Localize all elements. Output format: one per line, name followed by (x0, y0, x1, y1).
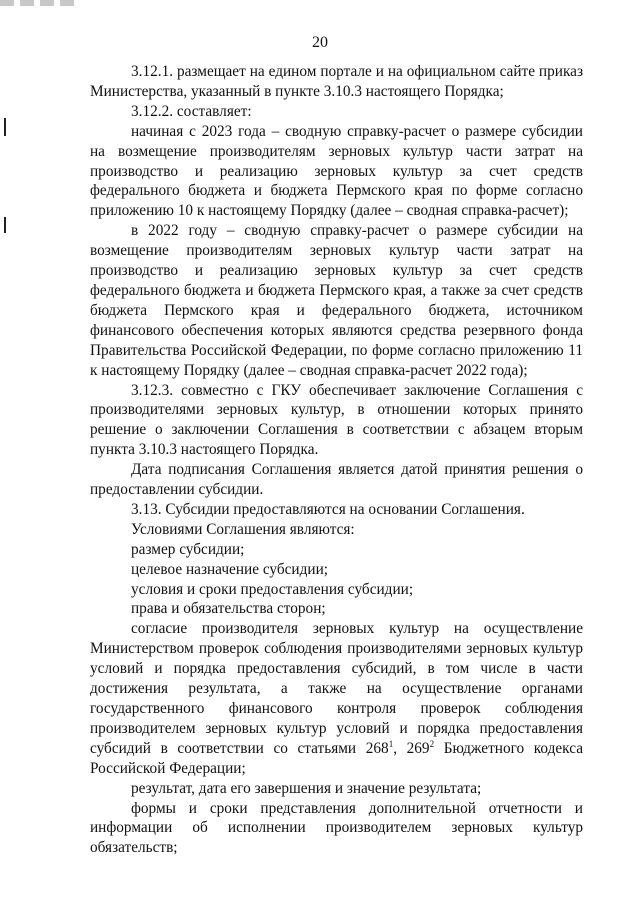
paragraph-conditions-heading: Условиями Соглашения являются: (131, 520, 355, 538)
paragraph-signing-date: Дата подписания Соглашения является датой принятия решения о предоставлении субсидии. (90, 461, 583, 499)
condition-terms: условия и сроки предоставления субсидии; (131, 580, 414, 598)
page-number: 20 (312, 34, 328, 51)
binding-mark (4, 118, 6, 136)
condition-control-consent (90, 619, 583, 778)
document-body (90, 62, 583, 858)
scan-artifact (0, 0, 80, 6)
condition-rights-obligations: права и обязательства сторон; (131, 600, 326, 618)
paragraph-summary-2023: начиная с 2023 года – сводную справку-расчет о размере субсидии на возмещение производителям зерновых культур части затрат на производство и реализацию зерновых культур за счет средств федерального бюджета и бюджета Пермского края по форме согласно приложению 10 к настоящему Порядку (далее – сводная справка-расчет); (90, 122, 583, 220)
condition-reporting: формы и сроки представления дополнительной отчетности и информации об исполнении производителем зерновых культур обязательств; (90, 799, 583, 857)
condition-result: результат, дата его завершения и значение результата; (131, 779, 482, 797)
article-superscript: 1 (388, 738, 394, 749)
control-text-after: Бюджетного кодекса Российской Федерации; (90, 739, 583, 777)
binding-mark (4, 217, 6, 233)
paragraph-3-12-1: 3.12.1. размещает на едином портале и на официальном сайте приказ Министерства, указанный в пункте 3.10.3 настоящего Порядка; (90, 63, 583, 100)
paragraph-summary-2022: в 2022 году – сводную справку-расчет о размере субсидии на возмещение производителям зерновых культур части затрат на производство и реализацию зерновых культур за счет средств федерального бюджета и бюджета Пермского края, а также за счет средств бюджета Пермского края и федерального бюджета, источником финансового обеспечения которых являются средства резервного фонда Правительства Российской Федерации, по форме согласно приложению 11 к настоящему Порядку (далее – сводная справка-расчет 2022 года); (90, 222, 583, 379)
paragraph-3-13: 3.13. Субсидии предоставляются на основании Соглашения. (131, 500, 525, 518)
article-superscript: 2 (429, 738, 435, 749)
control-text-before: согласие производителя зерновых культур на осуществление Министерством проверок соблюдения производителями зерновых культур условий и порядка предоставления субсидий, в том числе в части достижения результата, а также на осуществление органами государственного финансового контроля проверок соблюдения производителем зерновых культур условий и порядка предоставления субсидий в соответствии со статьями 268 (90, 620, 583, 757)
condition-subsidy-amount: размер субсидии; (131, 540, 245, 558)
control-text-middle: , 269 (393, 739, 430, 757)
condition-target-purpose: целевое назначение субсидии; (131, 560, 329, 578)
paragraph-3-12-3: 3.12.3. совместно с ГКУ обеспечивает заключение Соглашения с производителями зерновых культур, в отношении которых принято решение о заключении Соглашения в соответствии с абзацем вторым пункта 3.10.3 настоящего Порядка. (90, 381, 583, 459)
paragraph-3-12-2: 3.12.2. составляет: (131, 102, 252, 120)
